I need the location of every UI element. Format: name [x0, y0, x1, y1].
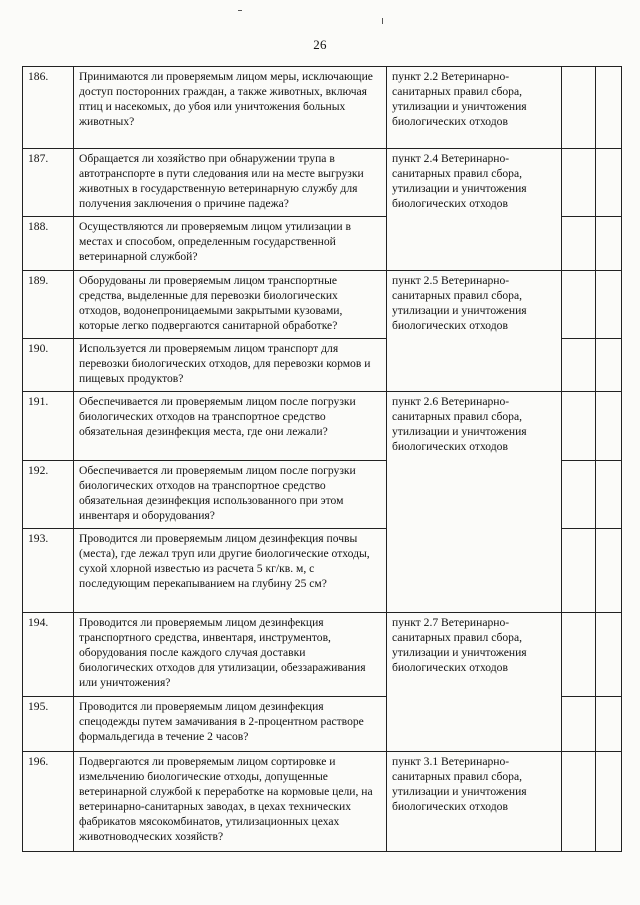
answer-yes-cell[interactable] [562, 339, 596, 392]
question-text: Проводится ли проверяемым лицом дезинфекция спецодежды путем замачивания в 2-процентном растворе формальдегида в течение 2 часов? [74, 697, 387, 752]
row-number: 188. [23, 217, 74, 271]
row-number: 191. [23, 392, 74, 461]
answer-yes-cell[interactable] [562, 271, 596, 339]
row-number: 187. [23, 149, 74, 217]
norm-reference: пункт 2.2 Ветеринарно-санитарных правил сбора, утилизации и уничтожения биологических отходов [387, 67, 562, 149]
row-number: 190. [23, 339, 74, 392]
answer-yes-cell[interactable] [562, 613, 596, 697]
answer-yes-cell[interactable] [562, 529, 596, 613]
answer-no-cell[interactable] [596, 613, 622, 697]
answer-yes-cell[interactable] [562, 461, 596, 529]
row-number: 195. [23, 697, 74, 752]
norm-reference: пункт 2.7 Ветеринарно-санитарных правил сбора, утилизации и уничтожения биологических отходов [387, 613, 562, 752]
table-row [23, 613, 622, 697]
answer-no-cell[interactable] [596, 271, 622, 339]
answer-yes-cell[interactable] [562, 149, 596, 217]
scan-mark [238, 10, 242, 11]
row-number: 193. [23, 529, 74, 613]
answer-yes-cell[interactable] [562, 67, 596, 149]
norm-reference: пункт 3.1 Ветеринарно-санитарных правил сбора, утилизации и уничтожения биологических отходов [387, 752, 562, 852]
answer-yes-cell[interactable] [562, 697, 596, 752]
answer-no-cell[interactable] [596, 217, 622, 271]
norm-reference: пункт 2.6 Ветеринарно-санитарных правил сбора, утилизации и уничтожения биологических отходов [387, 392, 562, 613]
row-number: 196. [23, 752, 74, 852]
question-text: Проводится ли проверяемым лицом дезинфекция почвы (места), где лежал труп или другие биологические отходы, сухой хлорной известью из расчета 5 кг/кв. м, с последующим перекапыванием на глубину 25 см? [74, 529, 387, 613]
answer-no-cell[interactable] [596, 149, 622, 217]
row-number: 194. [23, 613, 74, 697]
norm-reference: пункт 2.4 Ветеринарно-санитарных правил сбора, утилизации и уничтожения биологических отходов [387, 149, 562, 271]
question-text: Используется ли проверяемым лицом транспорт для перевозки биологических отходов, для перевозки кормов и пищевых продуктов? [74, 339, 387, 392]
table-row [23, 149, 622, 217]
question-text: Осуществляются ли проверяемым лицом утилизации в местах и способом, определенным государственной ветеринарной службой? [74, 217, 387, 271]
scan-mark [382, 18, 383, 24]
row-number: 189. [23, 271, 74, 339]
question-text: Оборудованы ли проверяемым лицом транспортные средства, выделенные для перевозки биологических отходов, водонепроницаемыми закрытыми кузовами, которые легко подвергаются санитарной обработке? [74, 271, 387, 339]
question-text: Обращается ли хозяйство при обнаружении трупа в автотранспорте в пути следования или на месте выгрузки животных в государственную ветеринарную службу для получения заключения о причине падежа? [74, 149, 387, 217]
question-text: Обеспечивается ли проверяемым лицом после погрузки биологических отходов на транспортное средство обязательная дезинфекция места, где они лежали? [74, 392, 387, 461]
row-number: 192. [23, 461, 74, 529]
norm-reference: пункт 2.5 Ветеринарно-санитарных правил сбора, утилизации и уничтожения биологических отходов [387, 271, 562, 392]
answer-yes-cell[interactable] [562, 392, 596, 461]
checklist-table [22, 66, 622, 852]
answer-no-cell[interactable] [596, 67, 622, 149]
row-number: 186. [23, 67, 74, 149]
question-text: Обеспечивается ли проверяемым лицом после погрузки биологических отходов на транспортное средство обязательная дезинфекция использованного при этом инвентаря и оборудования? [74, 461, 387, 529]
answer-no-cell[interactable] [596, 529, 622, 613]
table-row [23, 752, 622, 852]
question-text: Проводится ли проверяемым лицом дезинфекция транспортного средства, инвентаря, инструментов, оборудования после каждого случая доставки биологических отходов для утилизации, обеззараживания или уничтожения? [74, 613, 387, 697]
answer-no-cell[interactable] [596, 461, 622, 529]
table-row [23, 67, 622, 149]
answer-yes-cell[interactable] [562, 217, 596, 271]
page-number: 26 [313, 37, 327, 52]
answer-no-cell[interactable] [596, 392, 622, 461]
answer-no-cell[interactable] [596, 752, 622, 852]
table-row [23, 271, 622, 339]
answer-no-cell[interactable] [596, 697, 622, 752]
question-text: Подвергаются ли проверяемым лицом сортировке и измельчению биологические отходы, допущенные ветеринарной службой к переработке на кормовые цели, на ветеринарно-санитарных заводах, в цехах технических фабрикатов мясокомбинатов, утилизационных цехах животноводческих хозяйств? [74, 752, 387, 852]
question-text: Принимаются ли проверяемым лицом меры, исключающие доступ посторонних граждан, а также животных, включая птиц и насекомых, до убоя или уничтожения больных животных? [74, 67, 387, 149]
table-row [23, 392, 622, 461]
answer-no-cell[interactable] [596, 339, 622, 392]
answer-yes-cell[interactable] [562, 752, 596, 852]
